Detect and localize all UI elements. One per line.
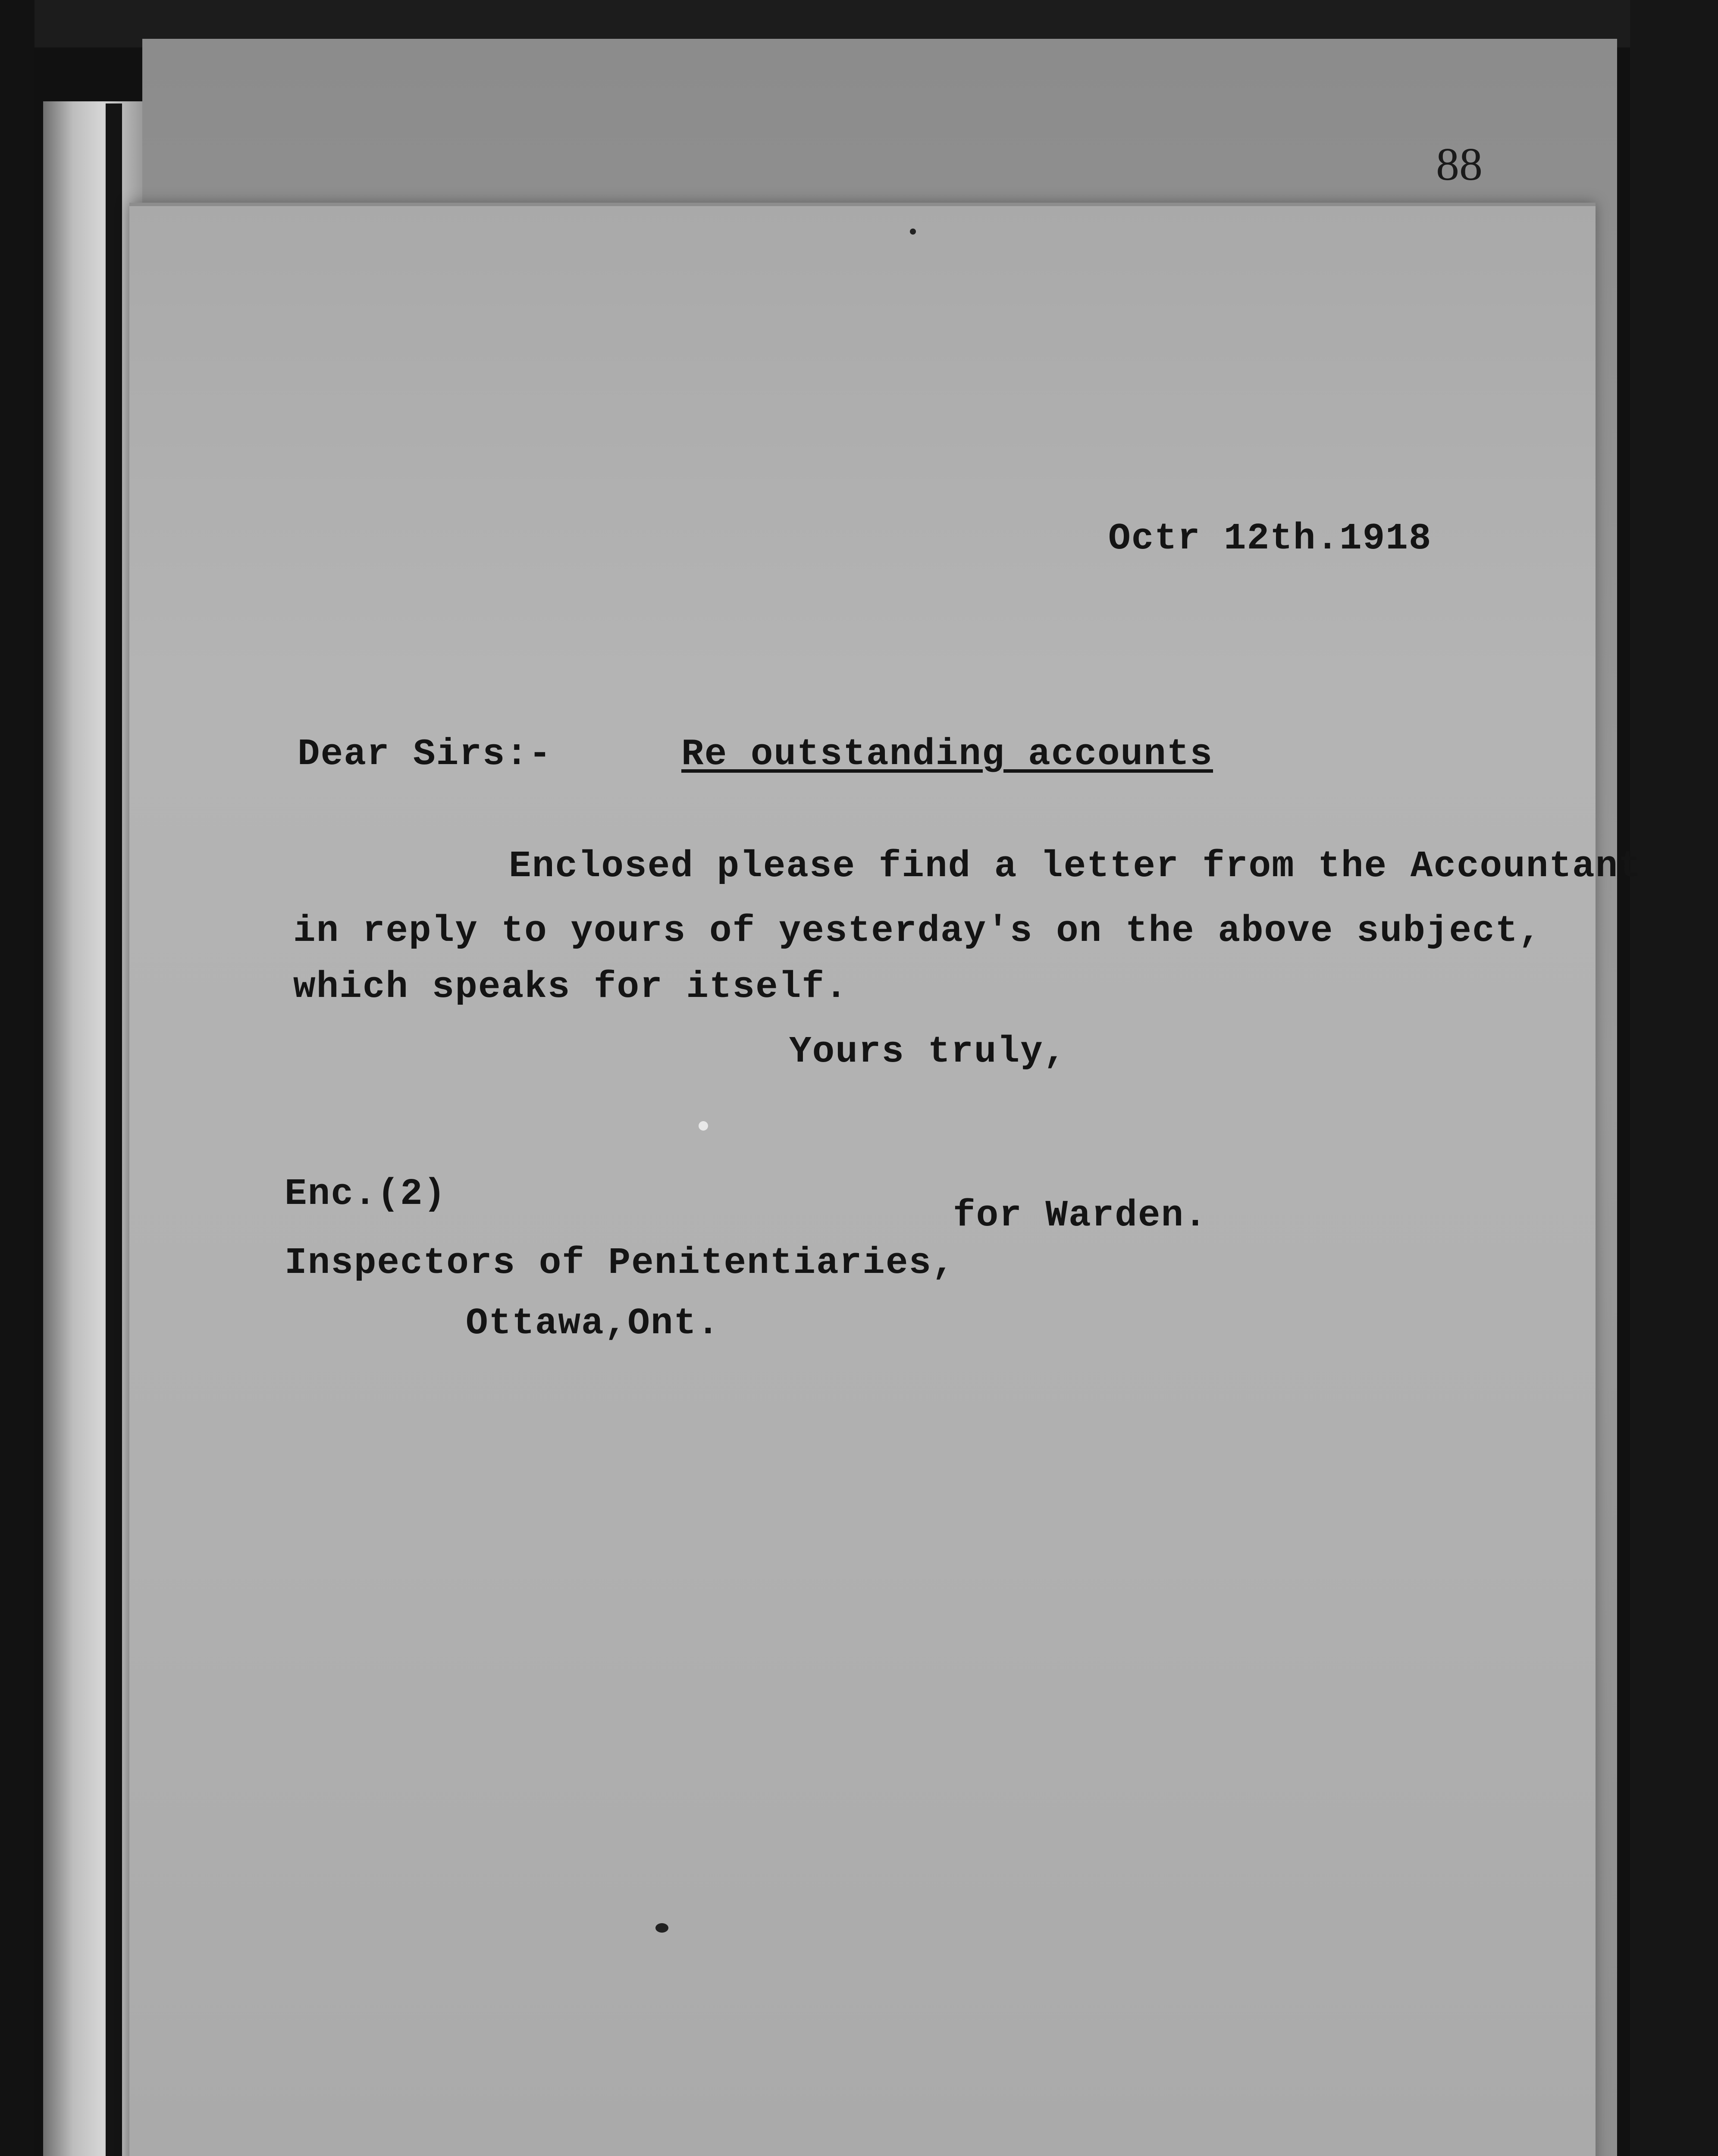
subject-line: Re outstanding accounts <box>681 733 1213 775</box>
letter-date: Octr 12th.1918 <box>1108 517 1432 560</box>
complimentary-close: Yours truly, <box>789 1031 1067 1073</box>
body-line: which speaks for itself. <box>293 966 848 1008</box>
book-binding <box>43 101 142 2156</box>
film-border-left <box>0 0 34 2156</box>
body-line: Enclosed please find a letter from the Accountant <box>509 845 1642 887</box>
body-line: in reply to yours of yesterday's on the above subject, <box>293 910 1542 952</box>
salutation: Dear Sirs:- <box>298 733 552 775</box>
paper-speck <box>910 229 916 235</box>
signature-line: for Warden. <box>953 1194 1207 1237</box>
addressee-line: Inspectors of Penitentiaries, <box>285 1242 955 1284</box>
paper-speck <box>699 1121 708 1131</box>
binding-shadow-line <box>106 103 122 2156</box>
page-number: 88 <box>1436 139 1483 190</box>
enclosure-note: Enc.(2) <box>285 1173 447 1215</box>
addressee-line: Ottawa,Ont. <box>466 1302 720 1344</box>
paper-speck <box>655 1923 668 1933</box>
sheet-top-edge <box>129 203 1596 206</box>
film-border-right <box>1630 0 1718 2156</box>
